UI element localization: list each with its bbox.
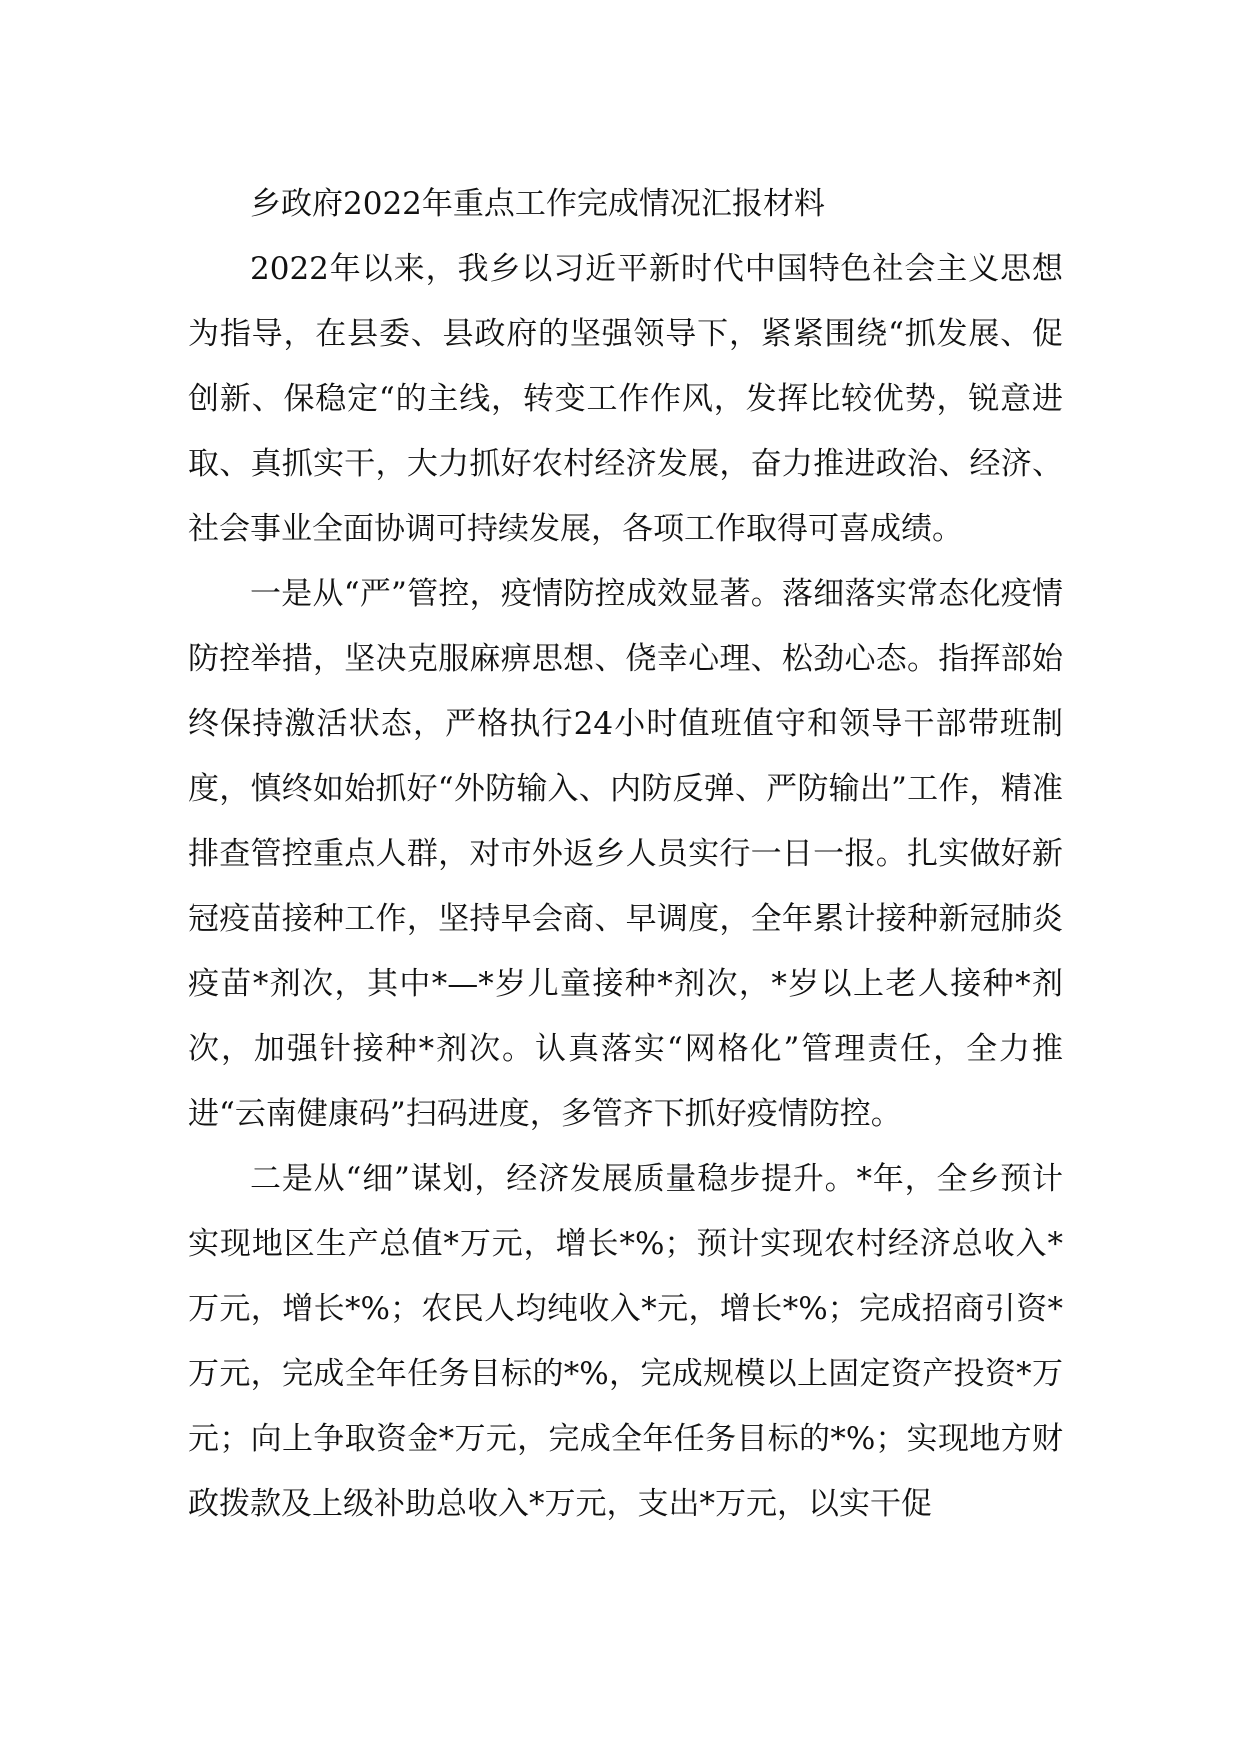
document-title: 乡政府2022年重点工作完成情况汇报材料 — [250, 186, 825, 222]
document-body — [188, 172, 1063, 1537]
paragraph-epidemic-control: 一是从“严”管控，疫情防控成效显著。落细落实常态化疫情防控举措，坚决克服麻痹思想、侥幸心理、松劲心态。指挥部始终保持激活状态，严格执行24小时值班值守和领导干部带班制度，慎终如始抓好“外防输入、内防反弹、严防输出”工作，精准排查管控重点人群，对市外返乡人员实行一日一报。扎实做好新冠疫苗接种工作，坚持早会商、早调度，全年累计接种新冠肺炎疫苗*剂次，其中*—*岁儿童接种*剂次，*岁以上老人接种*剂次，加强针接种*剂次。认真落实“网格化”管理责任，全力推进“云南健康码”扫码进度，多管齐下抓好疫情防控。 — [188, 576, 1063, 1132]
paragraph-intro: 2022年以来，我乡以习近平新时代中国特色社会主义思想为指导，在县委、县政府的坚强领导下，紧紧围绕“抓发展、促创新、保稳定“的主线，转变工作作风，发挥比较优势，锐意进取、真抓实干，大力抓好农村经济发展，奋力推进政治、经济、社会事业全面协调可持续发展，各项工作取得可喜成绩。 — [188, 251, 1063, 547]
paragraph-economic-development: 二是从“细”谋划，经济发展质量稳步提升。*年，全乡预计实现地区生产总值*万元，增长*%；预计实现农村经济总收入*万元，增长*%；农民人均纯收入*元，增长*%；完成招商引资*万元，完成全年任务目标的*%，完成规模以上固定资产投资*万元；向上争取资金*万元，完成全年任务目标的*%；实现地方财政拨款及上级补助总收入*万元，支出*万元，以实干促 — [188, 1161, 1063, 1522]
